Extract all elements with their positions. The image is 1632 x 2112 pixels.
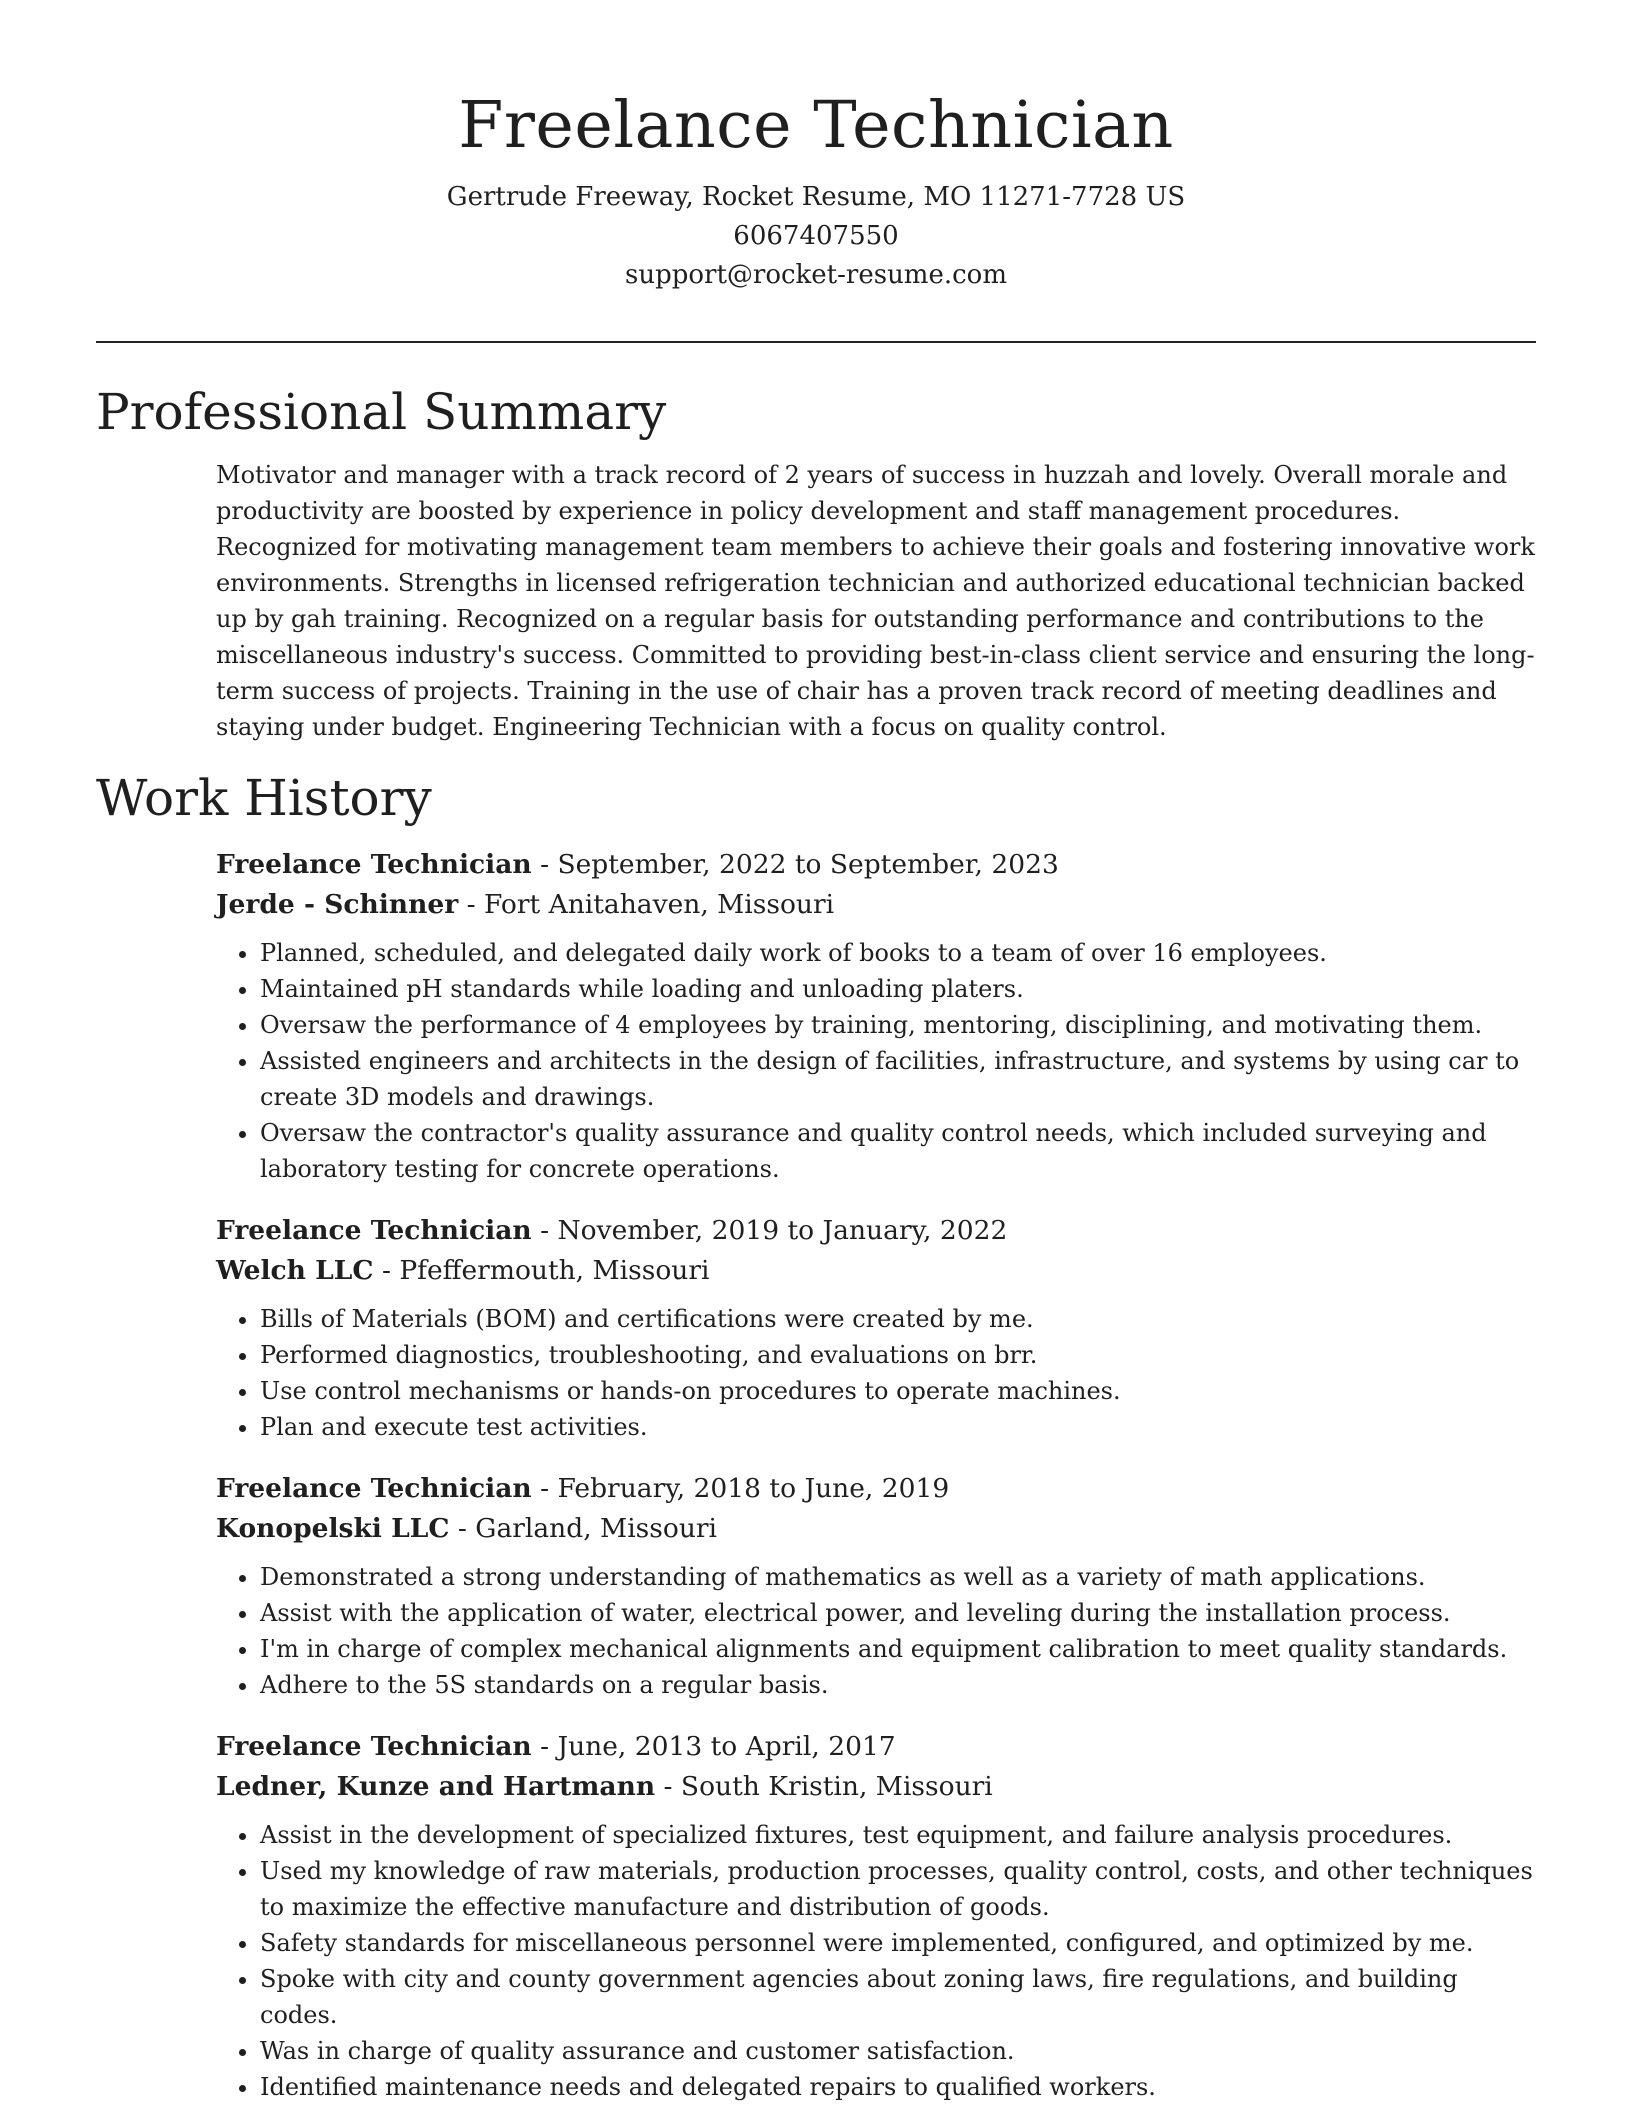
job-bullet: • Planned, scheduled, and delegated daily work of books to a team of over 16 employees. bbox=[260, 935, 1536, 971]
job-title: Freelance Technician bbox=[216, 1473, 532, 1504]
job-bullets bbox=[216, 1559, 1536, 1703]
contact-phone: 6067407550 bbox=[733, 221, 899, 251]
job-company: Jerde - Schinner bbox=[216, 889, 459, 920]
job-company: Ledner, Kunze and Hartmann bbox=[216, 1771, 656, 1802]
job-dates: - November, 2019 to January, 2022 bbox=[531, 1215, 1008, 1246]
job-bullet: • Used my knowledge of raw materials, production processes, quality control, costs, and other techniques to maximize the effective manufacture and distribution of goods. bbox=[260, 1853, 1536, 1925]
job-bullet: • Oversaw the contractor's quality assurance and quality control needs, which included surveying and laboratory testing for concrete operations. bbox=[260, 1115, 1536, 1187]
job-location: - Garland, Missouri bbox=[449, 1513, 718, 1544]
job-dates: - February, 2018 to June, 2019 bbox=[531, 1473, 950, 1504]
job-title: Freelance Technician bbox=[216, 1731, 532, 1762]
job-bullet: • Oversaw the performance of 4 employees by training, mentoring, disciplining, and motivating them. bbox=[260, 1007, 1536, 1043]
job-bullet: • Plan and execute test activities. bbox=[260, 1409, 1536, 1445]
job-title-line bbox=[216, 845, 1536, 885]
job-entry bbox=[216, 1727, 1536, 2105]
job-bullet: • Assist in the development of specialized fixtures, test equipment, and failure analysis procedures. bbox=[260, 1817, 1536, 1853]
job-title: Freelance Technician bbox=[216, 1215, 532, 1246]
job-bullet: • Bills of Materials (BOM) and certifications were created by me. bbox=[260, 1301, 1536, 1337]
header-divider bbox=[96, 341, 1536, 343]
job-bullet: • Safety standards for miscellaneous personnel were implemented, configured, and optimized by me. bbox=[260, 1925, 1536, 1961]
job-location: - Pfeffermouth, Missouri bbox=[373, 1255, 710, 1286]
job-dates: - September, 2022 to September, 2023 bbox=[531, 849, 1059, 880]
job-bullet: • Was in charge of quality assurance and customer satisfaction. bbox=[260, 2033, 1536, 2069]
job-bullet: • Use control mechanisms or hands-on procedures to operate machines. bbox=[260, 1373, 1536, 1409]
job-company-line bbox=[216, 1767, 1536, 1807]
job-bullet: • Identified maintenance needs and delegated repairs to qualified workers. bbox=[260, 2069, 1536, 2105]
work-history-heading: Work History bbox=[96, 769, 432, 827]
job-bullet: • Maintained pH standards while loading and unloading platers. bbox=[260, 971, 1536, 1007]
job-dates: - June, 2013 to April, 2017 bbox=[531, 1731, 896, 1762]
contact-block bbox=[96, 178, 1536, 295]
summary-heading: Professional Summary bbox=[96, 383, 667, 441]
job-location: - Fort Anitahaven, Missouri bbox=[458, 889, 835, 920]
job-entry bbox=[216, 845, 1536, 1187]
job-bullet: • Demonstrated a strong understanding of mathematics as well as a variety of math applications. bbox=[260, 1559, 1536, 1595]
job-company-line bbox=[216, 1251, 1536, 1291]
contact-email: support@rocket-resume.com bbox=[624, 260, 1007, 290]
job-bullet: • Adhere to the 5S standards on a regular basis. bbox=[260, 1667, 1536, 1703]
job-location: - South Kristin, Missouri bbox=[655, 1771, 993, 1802]
job-title-line bbox=[216, 1211, 1536, 1251]
resume-title: Freelance Technician bbox=[458, 88, 1174, 163]
job-bullets bbox=[216, 1817, 1536, 2105]
job-company-line bbox=[216, 1509, 1536, 1549]
job-bullet: • Performed diagnostics, troubleshooting, and evaluations on brr. bbox=[260, 1337, 1536, 1373]
job-bullet: • I'm in charge of complex mechanical alignments and equipment calibration to meet quality standards. bbox=[260, 1631, 1536, 1667]
job-company-line bbox=[216, 885, 1536, 925]
job-bullet: • Assist with the application of water, electrical power, and leveling during the installation process. bbox=[260, 1595, 1536, 1631]
job-bullet: • Spoke with city and county government agencies about zoning laws, fire regulations, and building codes. bbox=[260, 1961, 1536, 2033]
summary-text: Motivator and manager with a track record of 2 years of success in huzzah and lovely. Overall morale and productivity are boosted by experience in policy development and staff management procedures. Recognized for motivating management team members to achieve their goals and fostering innovative work environments. Strengths in licensed refrigeration technician and authorized educational technician backed up by gah training. Recognized on a regular basis for outstanding performance and contributions to the miscellaneous industry's success. Committed to providing best-in-class client service and ensuring the long-term success of projects. Training in the use of chair has a proven track record of meeting deadlines and staying under budget. Engineering Technician with a focus on quality control. bbox=[216, 461, 1535, 741]
job-bullet: • Assisted engineers and architects in the design of facilities, infrastructure, and systems by using car to create 3D models and drawings. bbox=[260, 1043, 1536, 1115]
contact-address: Gertrude Freeway, Rocket Resume, MO 11271-7728 US bbox=[446, 182, 1186, 212]
job-bullets bbox=[216, 935, 1536, 1187]
job-title-line bbox=[216, 1727, 1536, 1767]
job-bullets bbox=[216, 1301, 1536, 1445]
job-title-line bbox=[216, 1469, 1536, 1509]
resume-header bbox=[96, 0, 1536, 295]
job-title: Freelance Technician bbox=[216, 849, 532, 880]
job-entry bbox=[216, 1211, 1536, 1445]
job-company: Konopelski LLC bbox=[216, 1513, 450, 1544]
job-entry bbox=[216, 1469, 1536, 1703]
job-company: Welch LLC bbox=[216, 1255, 374, 1286]
